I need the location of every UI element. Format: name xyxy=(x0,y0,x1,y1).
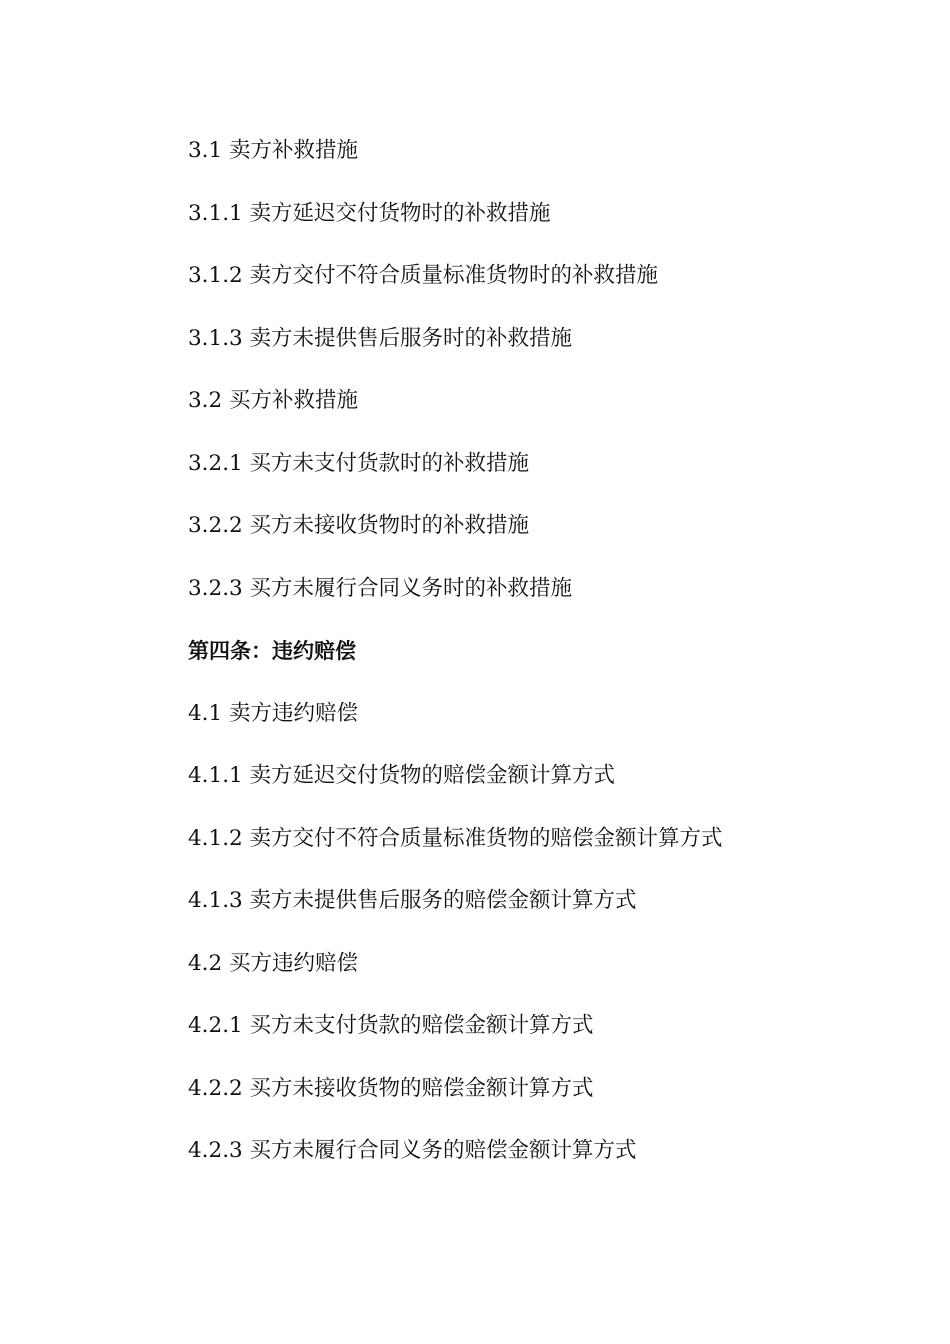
outline-item: 3.2 买方补救措施 xyxy=(188,388,359,413)
outline-item: 3.2.1 买方未支付货款时的补救措施 xyxy=(188,450,530,476)
outline-item: 4.2 买方违约赔偿 xyxy=(188,950,359,976)
outline-item: 4.2.1 买方未支付货款的赔偿金额计算方式 xyxy=(188,1013,594,1038)
outline-item: 3.2.3 买方未履行合同义务时的补救措施 xyxy=(188,575,573,601)
outline-item: 3.1.3 卖方未提供售后服务时的补救措施 xyxy=(188,325,573,351)
outline-item: 4.1 卖方违约赔偿 xyxy=(188,700,359,726)
outline-item: 4.2.2 买方未接收货物的赔偿金额计算方式 xyxy=(188,1075,594,1101)
outline-item: 3.1 卖方补救措施 xyxy=(188,138,359,163)
outline-item: 4.2.3 买方未履行合同义务的赔偿金额计算方式 xyxy=(188,1138,637,1163)
outline-item: 4.1.2 卖方交付不符合质量标准货物的赔偿金额计算方式 xyxy=(188,825,723,851)
outline-item: 4.1.1 卖方延迟交付货物的赔偿金额计算方式 xyxy=(188,763,616,788)
outline-item: 3.1.2 卖方交付不符合质量标准货物时的补救措施 xyxy=(188,263,659,288)
outline-item: 4.1.3 卖方未提供售后服务的赔偿金额计算方式 xyxy=(188,888,637,913)
document-body xyxy=(188,134,723,1197)
outline-item: 3.2.2 买方未接收货物时的补救措施 xyxy=(188,513,530,538)
outline-item: 3.1.1 卖方延迟交付货物时的补救措施 xyxy=(188,200,551,226)
section-heading: 第四条：违约赔偿 xyxy=(188,639,356,663)
